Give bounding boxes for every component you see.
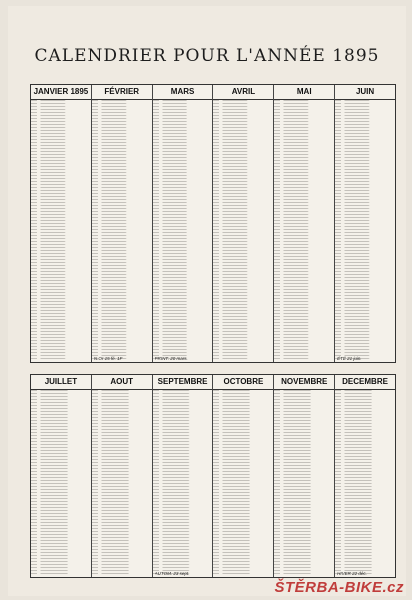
month-header: JUILLET <box>31 375 91 390</box>
month-header: JUIN <box>335 85 395 100</box>
month-juin <box>335 85 395 362</box>
calendar-top-half <box>30 84 396 363</box>
month-footnote: AUTOM. 23 sept. <box>154 571 190 576</box>
month-footnote: N.Or 15 fé. 1F <box>93 356 123 361</box>
month-header: NOVEMBRE <box>274 375 334 390</box>
month-decembre <box>335 375 395 577</box>
day-lines <box>92 390 152 575</box>
day-lines <box>274 100 334 360</box>
day-lines <box>31 100 91 360</box>
month-footnote: HIVER 22 déc. <box>337 571 367 576</box>
day-lines <box>274 390 334 575</box>
calendar-page <box>8 6 406 596</box>
month-septembre <box>153 375 214 577</box>
month-header: DECEMBRE <box>335 375 395 390</box>
month-footnote: PRINT. 20 mars. <box>154 356 188 361</box>
month-juillet <box>31 375 92 577</box>
day-lines <box>92 100 152 360</box>
calendar-title: CALENDRIER POUR L'ANNÉE 1895 <box>34 46 380 66</box>
month-header: FÉVRIER <box>92 85 152 100</box>
month-header: JANVIER 1895 <box>31 85 91 100</box>
month-header: AOUT <box>92 375 152 390</box>
month-fevrier <box>92 85 153 362</box>
month-octobre <box>213 375 274 577</box>
watermark-logo: ŠTĚRBA-BIKE.cz <box>274 579 404 596</box>
month-mars <box>153 85 214 362</box>
month-mai <box>274 85 335 362</box>
month-header: MARS <box>153 85 213 100</box>
day-lines <box>213 390 273 575</box>
month-header: MAI <box>274 85 334 100</box>
month-novembre <box>274 375 335 577</box>
month-header: AVRIL <box>213 85 273 100</box>
month-footnote: ÉTÉ 21 juin. <box>337 356 362 361</box>
day-lines <box>335 390 395 575</box>
month-janvier <box>31 85 92 362</box>
day-lines <box>153 100 213 360</box>
day-lines <box>335 100 395 360</box>
day-lines <box>153 390 213 575</box>
month-header: SEPTEMBRE <box>153 375 213 390</box>
calendar-bottom-half <box>30 374 396 578</box>
day-lines <box>213 100 273 360</box>
month-avril <box>213 85 274 362</box>
month-header: OCTOBRE <box>213 375 273 390</box>
month-aout <box>92 375 153 577</box>
day-lines <box>31 390 91 575</box>
